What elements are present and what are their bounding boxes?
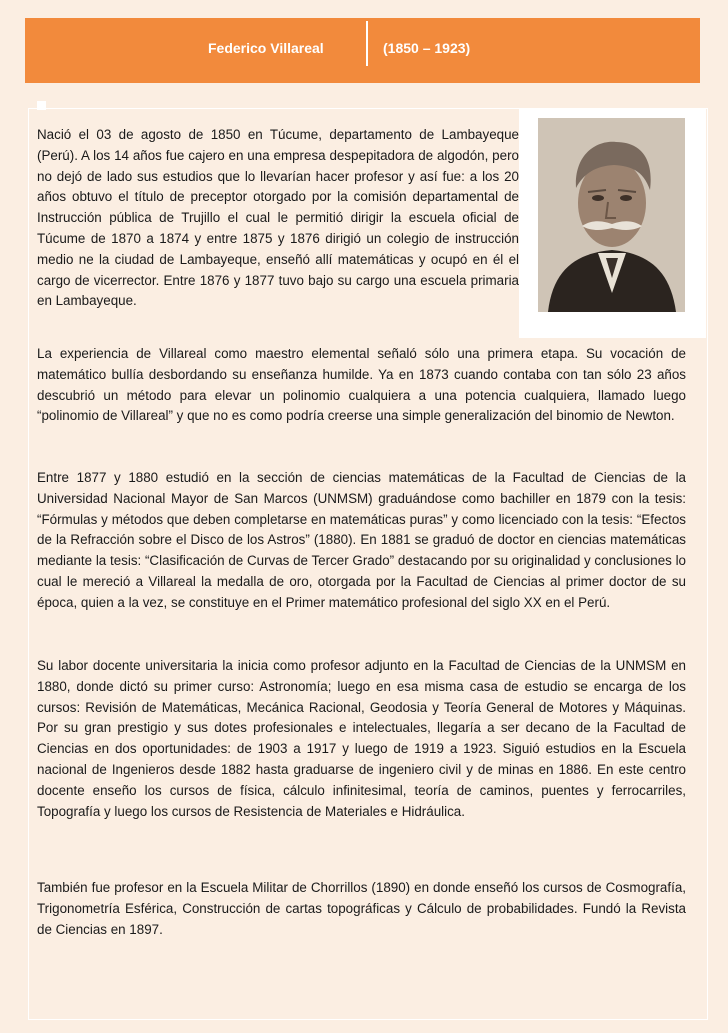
header-years: (1850 – 1923) [383, 40, 471, 56]
header-divider [366, 21, 368, 66]
portrait-illustration [538, 118, 685, 312]
paragraph-2: La experiencia de Villareal como maestro elemental señaló sólo una primera etapa. Su vocación de matemático bullía desbordando su enseñanza humilde. Ya en 1873 cuando contaba con tan sólo 23 años descubrió un método para elevar un polinomio cualquiera a una potencia cualquiera, llamado luego “polinomio de Villareal” y que no es como podría creerse una simple generalización del binomio de Newton. [37, 346, 686, 424]
portrait-photo [538, 118, 685, 312]
header-bar [25, 18, 700, 83]
paragraph-1: Nació el 03 de agosto de 1850 en Túcume, departamento de Lambayeque (Perú). A los 14 años fue cajero en una empresa despepitadora de algodón, pero no dejó de lado sus estudios que lo llevarían hacer profesor y así fue: a los 20 años obtuvo el título de preceptor otorgado por la comisión departamental de Instrucción pública de Trujillo el cual le permitió dirigir la escuela oficial de Túcume de 1870 a 1874 y entre 1875 y 1876 dirigió un colegio de instrucción medio ne la ciudad de Lambayeque, enseñó allí matemáticas y ocupó en él el cargo de vicerrector. Entre 1876 y 1877 tuvo bajo su cargo una escuela primaria en Lambayeque. [37, 127, 519, 309]
header-name: Federico Villareal [208, 40, 324, 56]
paragraph-3: Entre 1877 y 1880 estudió en la sección de ciencias matemáticas de la Facultad de Ciencias de la Universidad Nacional Mayor de San Marcos (UNMSM) graduándose como bachiller en 1879 con la tesis: “Fórmulas y métodos que deben completarse en matemáticas puras” y como licenciado con la tesis: “Efectos de la Refracción sobre el Disco de los Astros” (1880). En 1881 se graduó de doctor en ciencias matemáticas mediante la tesis: “Clasificación de Curvas de Tercer Grado” destacando por su originalidad y conclusiones lo cual le mereció a Villareal la medalla de oro, otorgada por la Facultad de Ciencias al primer doctor de su época, quien a la vez, se constituye en el Primer matemático profesional del siglo XX en el Perú. [37, 470, 686, 610]
paragraph-4: Su labor docente universitaria la inicia como profesor adjunto en la Facultad de Ciencias de la UNMSM en 1880, donde dictó su primer curso: Astronomía; luego en esa misma casa de estudio se encarga de los cursos: Revisión de Matemáticas, Mecánica Racional, Geodosia y Teoría General de Motores y Máquinas. Por su gran prestigio y sus dotes profesionales e intelectuales, llegaría a ser decano de la Facultad de Ciencias en dos oportunidades: de 1903 a 1917 y luego de 1919 a 1923. Siguió estudios en la Escuela nacional de Ingenieros desde 1882 hasta graduarse de ingeniero civil y de minas en 1886. En este centro docente enseño los cursos de física, cálculo infinitesimal, teoría de caminos, puentes y ferrocarriles, Topografía y luego los cursos de Resistencia de Materiales e Hidráulica. [37, 658, 686, 819]
paragraph-5: También fue profesor en la Escuela Militar de Chorrillos (1890) en donde enseñó los cursos de Cosmografía, Trigonometría Esférica, Construcción de cartas topográficas y Cálculo de probabilidades. Fundó la Revista de Ciencias en 1897. [37, 880, 686, 937]
